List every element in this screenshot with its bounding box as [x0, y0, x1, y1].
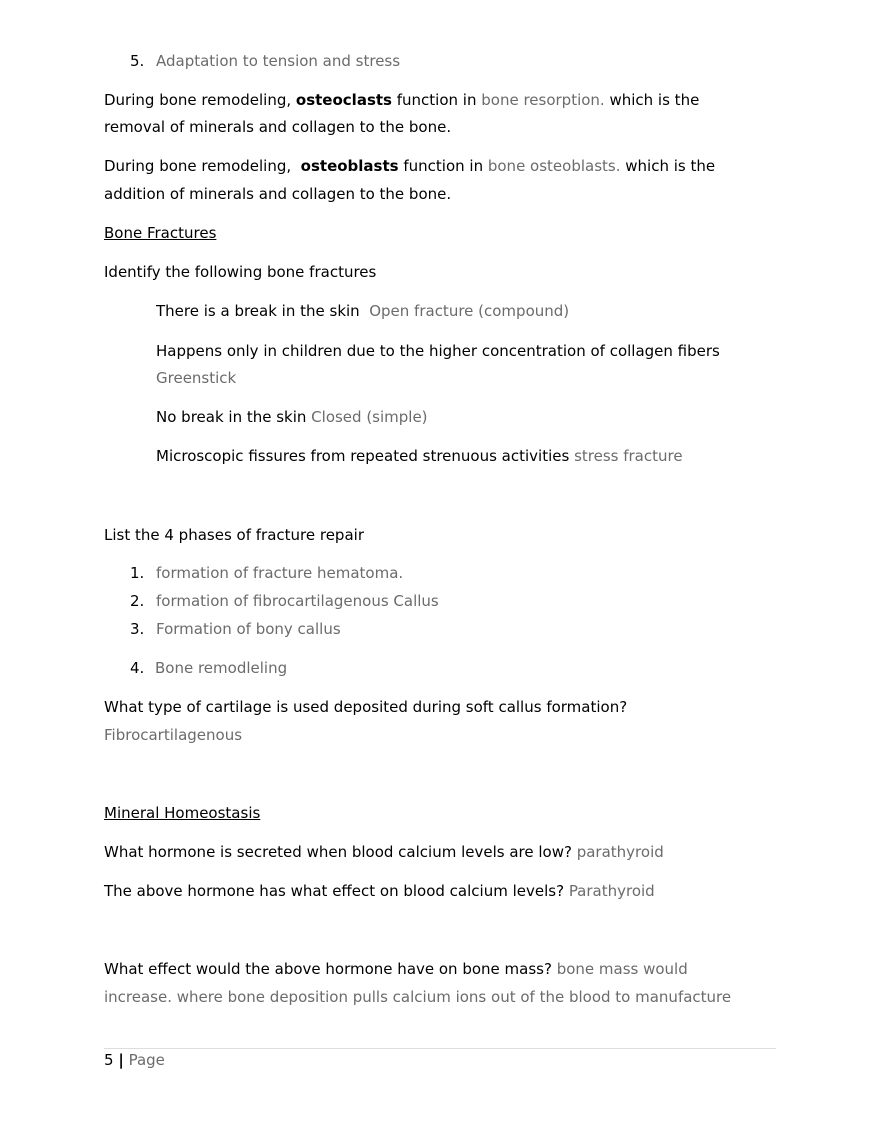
- list-number: 1.: [130, 564, 145, 582]
- question: There is a break in the skin: [156, 302, 370, 320]
- page-number: 5: [104, 1051, 114, 1069]
- phase-item: [130, 563, 403, 583]
- answer: Closed (simple): [311, 408, 428, 426]
- question: The above hormone has what effect on blood calcium levels?: [104, 882, 569, 900]
- text: During bone remodeling,: [104, 91, 296, 109]
- fracture-item: [156, 301, 569, 321]
- text: function in: [391, 91, 482, 109]
- answer: bone osteoblasts.: [487, 157, 621, 175]
- phase-item: [130, 619, 341, 639]
- answer: stress fracture: [574, 447, 683, 465]
- bold-term: osteoblasts: [300, 157, 399, 175]
- question: No break in the skin: [156, 408, 312, 426]
- fracture-item: [156, 407, 428, 427]
- list-number: 3.: [130, 620, 145, 638]
- osteoclast-line: [104, 90, 699, 110]
- phase-item: [130, 591, 439, 611]
- osteoclast-line-2: removal of minerals and collagen to the bone.: [104, 118, 452, 136]
- question: Microscopic fissures from repeated strenuous activities: [156, 447, 575, 465]
- section-heading-fractures: Bone Fractures: [104, 224, 217, 242]
- question: What hormone is secreted when blood calcium levels are low?: [104, 843, 577, 861]
- fracture-question: Happens only in children due to the higher concentration of collagen fibers: [156, 342, 720, 360]
- list-number: 2.: [130, 592, 145, 610]
- separator: |: [118, 1051, 124, 1069]
- answer: bone mass would: [556, 960, 688, 978]
- text: which is the: [620, 157, 716, 175]
- osteoblast-line-2: addition of minerals and collagen to the bone.: [104, 185, 452, 203]
- phase-text: Formation of bony callus: [156, 620, 341, 638]
- hormone-question: [104, 842, 664, 862]
- phase-text: formation of fibrocartilagenous Callus: [156, 592, 439, 610]
- cartilage-question: What type of cartilage is used deposited during soft callus formation?: [104, 698, 628, 716]
- fracture-item: [156, 446, 683, 466]
- bone-mass-answer-line-2: increase. where bone deposition pulls calcium ions out of the blood to manufacture: [104, 988, 732, 1006]
- answer: Parathyroid: [568, 882, 655, 900]
- fractures-prompt: Identify the following bone fractures: [104, 263, 377, 281]
- bone-mass-question: [104, 959, 688, 979]
- osteoblast-line: [104, 156, 715, 176]
- fracture-answer: Greenstick: [156, 369, 237, 387]
- answer: Open fracture (compound): [369, 302, 570, 320]
- repair-prompt: List the 4 phases of fracture repair: [104, 526, 364, 544]
- list-item-5: [130, 51, 400, 71]
- list-number: 5.: [130, 52, 145, 70]
- footer-divider: [104, 1048, 776, 1049]
- bold-term: osteoclasts: [295, 91, 392, 109]
- section-heading-mineral: Mineral Homeostasis: [104, 804, 261, 822]
- page-label: Page: [128, 1051, 165, 1069]
- list-number: 4.: [130, 659, 145, 677]
- phase-text: formation of fracture hematoma.: [156, 564, 404, 582]
- answer: parathyroid: [576, 843, 664, 861]
- answer: bone resorption.: [481, 91, 605, 109]
- page-footer: [104, 1050, 165, 1070]
- phase-item: [130, 658, 287, 678]
- list-text: Adaptation to tension and stress: [156, 52, 401, 70]
- cartilage-answer: Fibrocartilagenous: [104, 726, 243, 744]
- text: which is the: [604, 91, 700, 109]
- phase-text: Bone remodleling: [155, 659, 288, 677]
- text: During bone remodeling,: [104, 157, 301, 175]
- question: What effect would the above hormone have on bone mass?: [104, 960, 557, 978]
- effect-question: [104, 881, 655, 901]
- text: function in: [398, 157, 488, 175]
